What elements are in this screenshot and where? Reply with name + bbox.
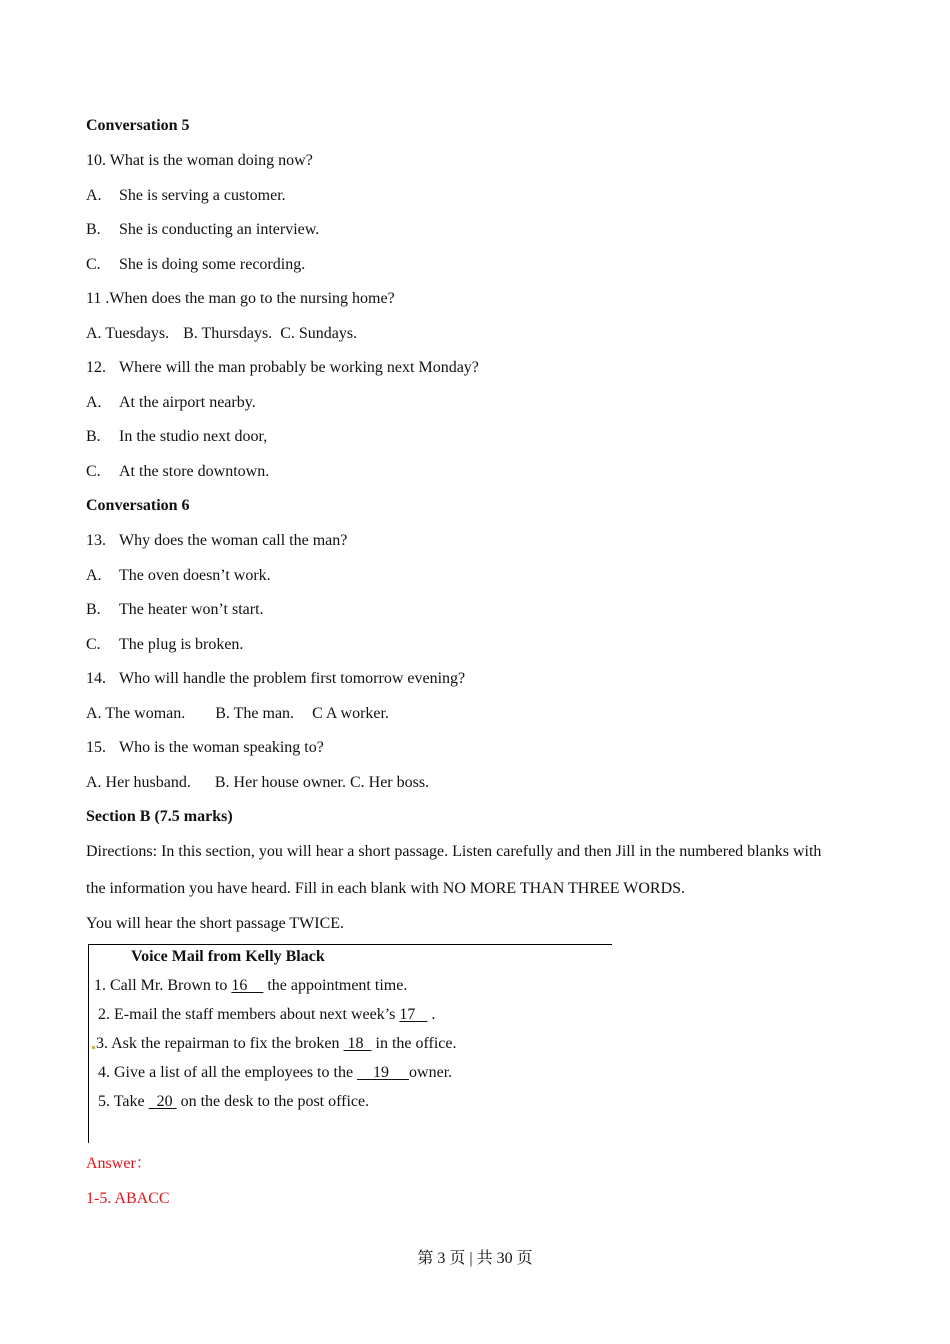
voice-mail-item-4 xyxy=(98,1063,452,1083)
option-12-c xyxy=(86,462,269,482)
item-text: on the desk to the post office. xyxy=(176,1093,370,1110)
option-10-b xyxy=(86,220,319,240)
blank-17: 17 xyxy=(399,1006,416,1023)
option-text: In the studio next door, xyxy=(119,428,268,445)
item-text: 3. Ask the repairman to fix the broken xyxy=(96,1035,344,1052)
question-text: Where will the man probably be working next Monday? xyxy=(119,359,479,376)
options-15 xyxy=(86,773,429,793)
option-14-c: C A worker. xyxy=(312,705,389,722)
item-text: . xyxy=(427,1006,436,1023)
option-letter: B. xyxy=(86,601,101,618)
answer-label: Answer： xyxy=(86,1155,152,1172)
option-15-c: C. Her boss. xyxy=(349,774,430,791)
question-number: 12. xyxy=(86,359,106,376)
listen-twice-note: You will hear the short passage TWICE. xyxy=(86,915,345,932)
option-text: The heater won’t start. xyxy=(119,601,264,618)
question-11: 11 .When does the man go to the nursing home? xyxy=(86,290,395,307)
option-text: She is doing some recording. xyxy=(119,256,306,273)
option-letter: C. xyxy=(86,256,101,273)
option-11-b: B. Thursdays. xyxy=(183,325,273,342)
question-number: 14. xyxy=(86,670,106,687)
option-letter: B. xyxy=(86,428,101,445)
item-text: 4. Give a list of all the employees to the xyxy=(98,1064,358,1081)
answer-1-5: 1-5. ABACC xyxy=(86,1190,170,1207)
option-12-a xyxy=(86,393,256,413)
item-text: owner. xyxy=(409,1064,453,1081)
question-15 xyxy=(86,738,324,758)
option-letter: C. xyxy=(86,463,101,480)
option-letter: B. xyxy=(86,221,101,238)
question-text: Who is the woman speaking to? xyxy=(119,739,324,756)
voice-mail-item-5 xyxy=(98,1092,369,1112)
option-11-c: C. Sundays. xyxy=(280,325,358,342)
option-13-c xyxy=(86,635,243,655)
option-14-a: A. The woman. xyxy=(86,705,186,722)
blank-19: 19 xyxy=(373,1064,390,1081)
option-12-b xyxy=(86,427,267,447)
option-11-a: A. Tuesdays. xyxy=(86,325,170,342)
voice-mail-box xyxy=(88,944,612,1143)
item-text: 1. Call Mr. Brown to xyxy=(94,977,232,994)
option-letter: A. xyxy=(86,567,102,584)
voice-mail-item-3 xyxy=(96,1034,457,1054)
page-footer: 第 3 页 | 共 30 页 xyxy=(417,1250,533,1267)
question-text: Who will handle the problem first tomorrow evening? xyxy=(119,670,466,687)
blank-18: 18 xyxy=(347,1035,364,1052)
option-15-b: B. Her house owner. xyxy=(214,774,346,791)
option-text: At the store downtown. xyxy=(119,463,270,480)
option-text: The plug is broken. xyxy=(119,636,244,653)
question-text: What is the woman doing now? xyxy=(109,152,313,169)
option-text: She is serving a customer. xyxy=(119,187,286,204)
blank-20: 20 xyxy=(156,1093,173,1110)
question-text: Why does the woman call the man? xyxy=(119,532,348,549)
item-text: the appointment time. xyxy=(263,977,408,994)
directions-line-2: the information you have heard. Fill in each blank with NO MORE THAN THREE WORDS. xyxy=(86,880,686,897)
question-10 xyxy=(86,151,313,171)
question-number: 15. xyxy=(86,739,106,756)
blank-16: 16 xyxy=(231,977,248,994)
question-12 xyxy=(86,358,479,378)
conversation-5-heading: Conversation 5 xyxy=(86,117,190,134)
section-b-heading: Section B (7.5 marks) xyxy=(86,808,233,825)
option-13-b xyxy=(86,600,264,620)
anchor-mark xyxy=(92,1046,95,1049)
voice-mail-item-2 xyxy=(98,1005,435,1025)
option-letter: C. xyxy=(86,636,101,653)
question-number: 13. xyxy=(86,532,106,549)
directions-line-1: Directions: In this section, you will hear a short passage. Listen carefully and then Jill in the numbered blanks with xyxy=(86,843,822,860)
option-10-c xyxy=(86,255,305,275)
option-letter: A. xyxy=(86,394,102,411)
option-10-a xyxy=(86,186,286,206)
item-text: 2. E-mail the staff members about next week’s xyxy=(98,1006,400,1023)
option-14-b: B. The man. xyxy=(215,705,295,722)
item-text: in the office. xyxy=(371,1035,457,1052)
options-14 xyxy=(86,704,389,724)
option-13-a xyxy=(86,566,271,586)
option-text: The oven doesn’t work. xyxy=(119,567,271,584)
question-13 xyxy=(86,531,347,551)
conversation-6-heading: Conversation 6 xyxy=(86,497,190,514)
question-number: 10. xyxy=(86,152,106,169)
option-text: She is conducting an interview. xyxy=(119,221,320,238)
option-15-a: A. Her husband. xyxy=(86,774,191,791)
options-11 xyxy=(86,324,357,344)
question-14 xyxy=(86,669,465,689)
item-text: 5. Take xyxy=(98,1093,149,1110)
option-text: At the airport nearby. xyxy=(119,394,256,411)
voice-mail-item-1 xyxy=(94,976,407,996)
voice-mail-title: Voice Mail from Kelly Black xyxy=(131,948,325,965)
option-letter: A. xyxy=(86,187,102,204)
